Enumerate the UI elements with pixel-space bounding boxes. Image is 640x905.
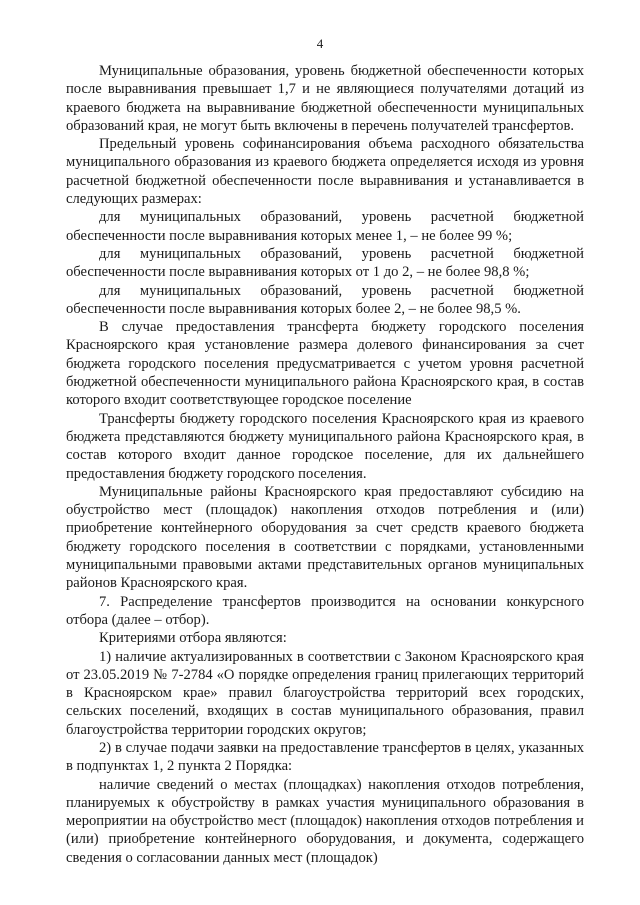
paragraph: Муниципальные образования, уровень бюджетной обеспеченности которых после выравнивания превышает 1,7 и не являющиеся получателями дотаций из краевого бюджета на выравнивание бюджетной обеспеченности муниципальных образований края, не могут быть включены в перечень получателей трансфертов. <box>66 63 584 134</box>
paragraph: для муниципальных образований, уровень расчетной бюджетной обеспеченности после выравнивания которых менее 1, – не более 99 %; <box>66 209 584 244</box>
paragraph: для муниципальных образований, уровень расчетной бюджетной обеспеченности после выравнивания которых более 2, – не более 98,5 %. <box>66 282 584 317</box>
paragraph: для муниципальных образований, уровень расчетной бюджетной обеспеченности после выравнивания которых от 1 до 2, – не более 98,8 %; <box>66 245 584 281</box>
paragraph: Предельный уровень софинансирования объема расходного обязательства муниципального образования из краевого бюджета определяется исходя из уровня расчетной бюджетной обеспеченности после выравнивания и устанавливается в следующих размерах: <box>66 136 584 208</box>
paragraph: 7. Распределение трансфертов производится на основании конкурсного отбора (далее – отбор). <box>66 593 584 628</box>
paragraph: Трансферты бюджету городского поселения Красноярского края из краевого бюджета представляются бюджету муниципального района Красноярского края, в состав которого входит данное городское поселение, для их дальнейшего предоставления бюджету городского поселения. <box>66 410 584 482</box>
paragraph: наличие сведений о местах (площадках) накопления отходов потребления, планируемых к обустройству в рамках участия муниципального образования в мероприятии на обустройство мест (площадок) накопления отходов потребления и (или) приобретение контейнерного оборудования, и документа, содержащего сведения о согласовании данных мест (площадок) <box>66 776 584 866</box>
page-number: 4 <box>316 36 324 51</box>
paragraph: 1) наличие актуализированных в соответствии с Законом Красноярского края от 23.05.2019 № 7-2784 «О порядке определения границ прилегающих территорий в Красноярском крае» правил благоустройства территорий всех городских, сельских поселений, входящих в состав муниципального образования, правил благоустройства территории городских округов; <box>66 648 584 738</box>
paragraph: В случае предоставления трансферта бюджету городского поселения Красноярского края установление размера долевого финансирования за счет бюджета городского поселения предусматривается с учетом уровня расчетной бюджетной обеспеченности муниципального района Красноярского края, в состав которого входит соответствующее городское поселение <box>66 319 584 409</box>
paragraph: 2) в случае подачи заявки на предоставление трансфертов в целях, указанных в подпунктах 1, 2 пункта 2 Порядка: <box>66 739 584 775</box>
paragraph: Муниципальные районы Красноярского края предоставляют субсидию на обустройство мест (площадок) накопления отходов потребления и (или) приобретение контейнерного оборудования за счет средств краевого бюджета бюджету городского поселения в соответствии с порядками, установленными муниципальными правовыми актами представительных органов муниципальных районов Красноярского края. <box>66 483 584 592</box>
paragraph: Критериями отбора являются: <box>99 630 287 647</box>
document-body <box>66 62 584 867</box>
